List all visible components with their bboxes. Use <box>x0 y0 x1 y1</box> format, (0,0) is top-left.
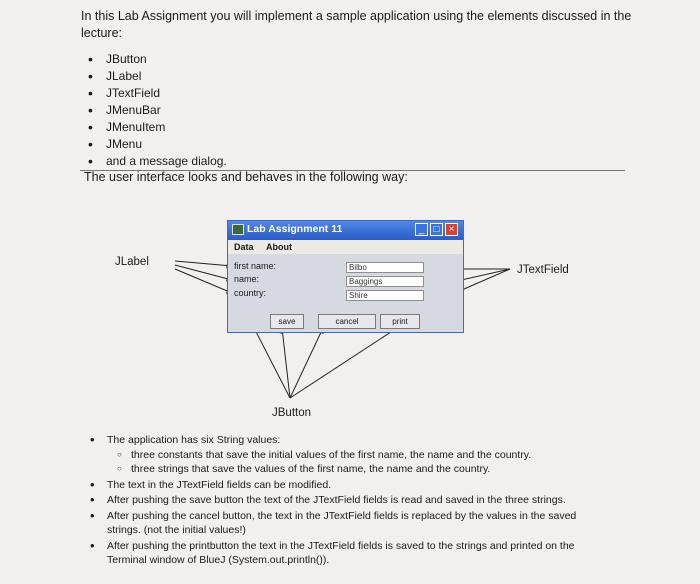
list-item: ○ three constants that save the initial values of the first name, the name and the country. <box>107 448 610 463</box>
app-window-figure <box>227 220 464 333</box>
behaviour-list <box>90 433 610 569</box>
name-field: Baggings <box>346 276 424 287</box>
ui-description: The user interface looks and behaves in the following way: <box>84 170 408 184</box>
list-item: • After pushing the printbutton the text in the JTextField fields is saved to the strings and printed on the Terminal window of BlueJ (System.out.println()). <box>90 539 610 568</box>
title-bar <box>228 221 463 240</box>
country-label: country: <box>234 288 267 298</box>
list-item: ○ three strings that save the values of the first name, the name and the country. <box>107 462 610 477</box>
list-item: • JMenuItem <box>88 119 227 136</box>
list-item <box>90 433 610 477</box>
menu-about: About <box>266 242 292 252</box>
name-label: name: <box>234 274 260 284</box>
list-item: • After pushing the save button the text of the JTextField fields is read and saved in the three strings. <box>90 493 610 508</box>
values-intro: The application has six String values: <box>107 434 281 446</box>
list-item: • JTextField <box>88 85 227 102</box>
jtextfield-annotation: JTextField <box>517 264 569 276</box>
menu-bar <box>228 240 463 254</box>
save-button: save <box>270 314 304 329</box>
list-item: • JMenu <box>88 136 227 153</box>
print-button: print <box>380 314 420 329</box>
app-icon <box>232 224 244 235</box>
form-panel <box>228 254 463 332</box>
values-sublist <box>107 448 610 477</box>
jlabel-annotation: JLabel <box>115 256 149 268</box>
maximize-icon: □ <box>430 223 443 236</box>
window-title: Lab Assignment 11 <box>247 223 343 235</box>
intro-paragraph: In this Lab Assignment you will implement a sample application using the elements discussed in the lecture: <box>81 9 632 40</box>
close-icon: × <box>445 223 458 236</box>
minimize-icon: _ <box>415 223 428 236</box>
country-field: Shire <box>346 290 424 301</box>
list-item: • After pushing the cancel button, the text in the JTextField fields is replaced by the values in the saved strings. (not the initial values!) <box>90 509 610 538</box>
list-item: • and a message dialog. <box>88 153 227 170</box>
list-item: • The text in the JTextField fields can be modified. <box>90 478 610 493</box>
list-item: • JMenuBar <box>88 102 227 119</box>
jbutton-annotation: JButton <box>272 407 311 419</box>
list-item: • JLabel <box>88 68 227 85</box>
menu-data: Data <box>234 242 254 252</box>
first-name-label: first name: <box>234 261 277 271</box>
cancel-button: cancel <box>318 314 376 329</box>
first-name-field: Bilbo <box>346 262 424 273</box>
list-item: • JButton <box>88 51 227 68</box>
